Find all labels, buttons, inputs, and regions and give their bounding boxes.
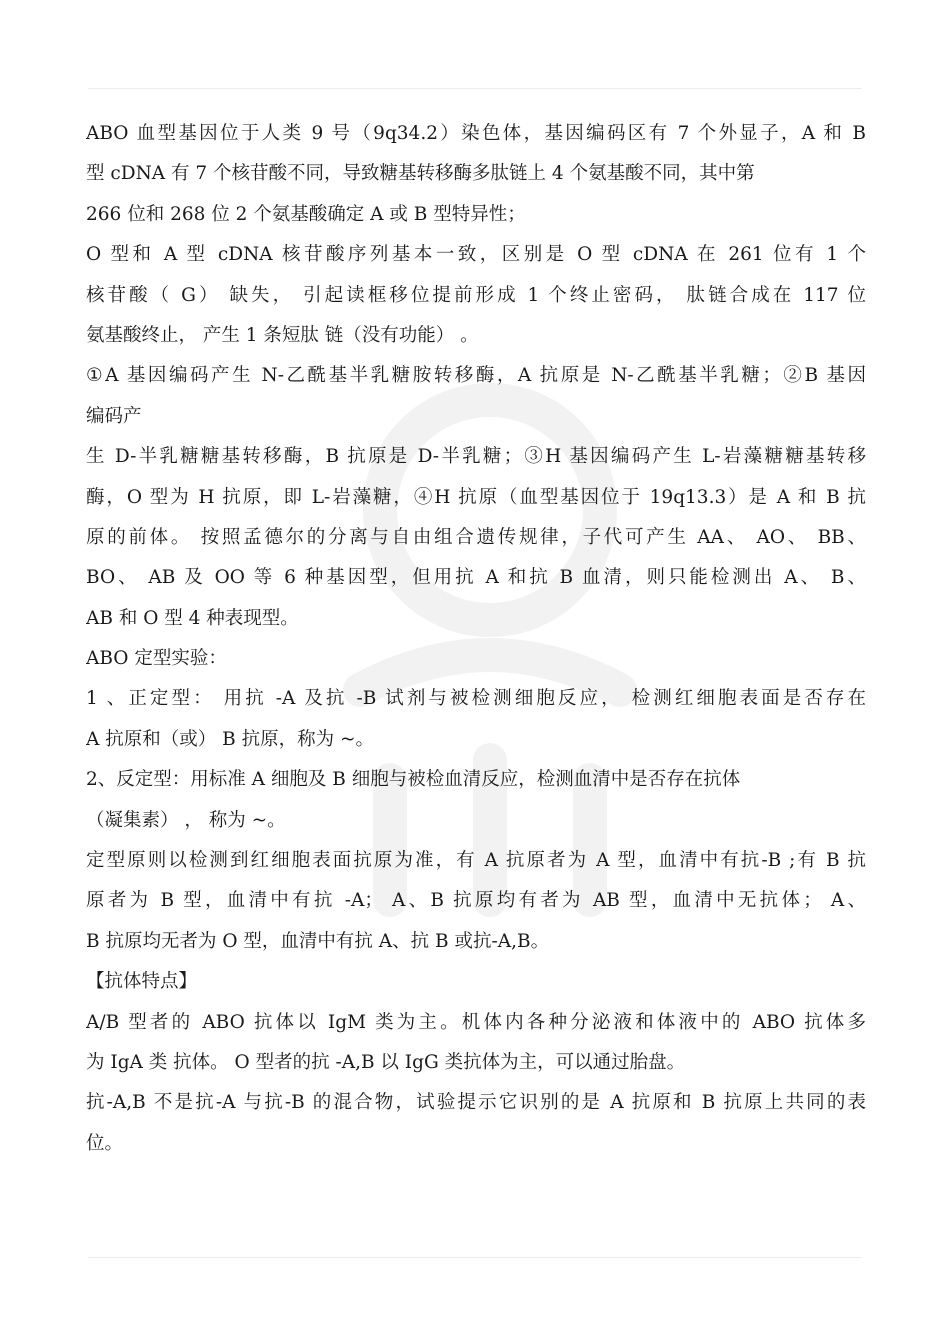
text-line: A 抗原和（或） B 抗原，称为 ~。 bbox=[86, 728, 374, 750]
text-line: ABO 血型基因位于人类 9 号（9q34.2）染色体，基因编码区有 7 个外显子，A 和 B bbox=[86, 123, 866, 144]
text-line: 原者为 B 型，血清中有抗 -A； A、B 抗原均有者为 AB 型，血清中无抗体； A、 bbox=[86, 890, 866, 912]
text-line: 1 、正定型： 用抗 -A 及抗 -B 试剂与被检测细胞反应， 检测红细胞表面是否存在 bbox=[86, 688, 866, 710]
text-line: 位。 bbox=[86, 1132, 124, 1154]
text-line: 核苷酸（ G） 缺失， 引起读框移位提前形成 1 个终止密码， 肽链合成在 117 位 bbox=[86, 284, 866, 306]
text-line: A/B 型者的 ABO 抗体以 IgM 类为主。机体内各种分泌液和体液中的 ABO 抗体多 bbox=[86, 1011, 866, 1033]
text-line: BO、 AB 及 OO 等 6 种基因型，但用抗 A 和抗 B 血清，则只能检测出 A、 B、 bbox=[86, 567, 866, 589]
text-line: 原的前体。 按照孟德尔的分离与自由组合遗传规律，子代可产生 AA、 AO、 BB、 bbox=[86, 526, 866, 548]
text-line: ①A 基因编码产生 N-乙酰基半乳糖胺转移酶，A 抗原是 N-乙酰基半乳糖；②B 基因 bbox=[86, 365, 866, 387]
text-line: ABO 定型实验： bbox=[86, 648, 227, 670]
text-line: 定型原则以检测到红细胞表面抗原为准，有 A 抗原者为 A 型，血清中有抗-B ;有 B 抗 bbox=[86, 850, 866, 872]
text-line: B 抗原均无者为 O 型，血清中有抗 A、抗 B 或抗-A,B。 bbox=[86, 930, 550, 952]
text-line: 为 IgA 类 抗体。 O 型者的抗 -A,B 以 IgG 类抗体为主，可以通过胎盘。 bbox=[86, 1051, 686, 1073]
text-line: 266 位和 268 位 2 个氨基酸确定 A 或 B 型特异性； bbox=[86, 203, 526, 225]
page-bottom-rule bbox=[88, 1257, 862, 1258]
text-line: 酶，O 型为 H 抗原，即 L-岩藻糖，④H 抗原（血型基因位于 19q13.3）是 A 和 B 抗 bbox=[86, 486, 866, 508]
text-line: AB 和 O 型 4 种表现型。 bbox=[86, 607, 299, 629]
text-line: （凝集素） ， 称为 ~。 bbox=[86, 809, 286, 831]
text-line: O 型和 A 型 cDNA 核苷酸序列基本一致，区别是 O 型 cDNA 在 261 位有 1 个 bbox=[86, 244, 866, 266]
text-line: 【抗体特点】 bbox=[86, 971, 198, 993]
text-line: 氨基酸终止， 产生 1 条短肽 链（没有功能） 。 bbox=[86, 324, 479, 346]
text-line: 抗-A,B 不是抗-A 与抗-B 的混合物，试验提示它识别的是 A 抗原和 B 抗原上共同的表 bbox=[86, 1092, 866, 1114]
document-body bbox=[86, 114, 866, 1164]
text-line: 2、反定型：用标准 A 细胞及 B 细胞与被检血清反应，检测血清中是否存在抗体 bbox=[86, 769, 741, 791]
page-top-rule bbox=[88, 88, 862, 89]
text-line: 编码产 bbox=[86, 405, 142, 427]
text-line: 型 cDNA 有 7 个核苷酸不同，导致糖基转移酶多肽链上 4 个氨基酸不同，其中第 bbox=[86, 163, 755, 185]
text-line: 生 D-半乳糖糖基转移酶，B 抗原是 D-半乳糖；③H 基因编码产生 L-岩藻糖糖基转移 bbox=[86, 446, 866, 468]
